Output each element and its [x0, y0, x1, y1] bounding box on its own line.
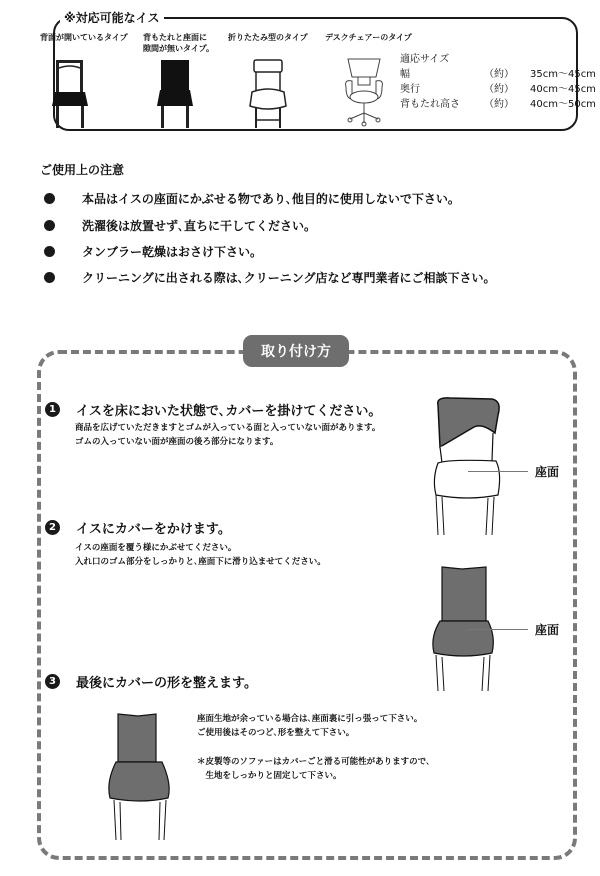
size-table-title: 適応サイズ: [400, 54, 450, 65]
solid-back-chair-icon: [155, 58, 195, 130]
step-3-heading: 3 最後にカバーの形を整えます。: [45, 672, 257, 691]
step-number-icon: 1: [45, 402, 60, 417]
chair-finished-cover-illustration: [106, 712, 178, 842]
open-back-chair-icon: [50, 58, 90, 130]
step-1-description: 商品を広げていただきますとゴムが入っている面と入っていない面があります。 ゴムの入っていない面が座面の後ろ部分になります。: [75, 423, 381, 447]
step-3-description: 座面生地が余っている場合は､座面裏に引っ張って下さい。 ご使用後はそのつど､形を整えて下さい。: [197, 714, 423, 738]
seat-label: 座面: [535, 623, 560, 637]
folding-chair-icon: [248, 58, 288, 130]
seat-label: 座面: [535, 465, 560, 479]
chair-back-cover-illustration: [430, 395, 505, 540]
chair-type-label: 折りたたみ型のタイプ: [228, 33, 308, 42]
step-number-icon: 2: [45, 520, 60, 535]
bullet-icon: [44, 193, 55, 204]
bullet-icon: [44, 272, 55, 283]
size-table: [400, 52, 596, 112]
installation-badge: 取り付け方: [243, 335, 349, 367]
step-3-caution: ＊皮製等のソファーはカバーごと滑る可能性がありますので､ 生地をしっかりと固定して下さい。: [197, 757, 431, 781]
chair-type-label: 背もたれと座面に 隙間が無いタイプ。: [143, 33, 214, 53]
step-1-heading: 1 イスを床においた状態で､カバーを掛けてください。: [45, 400, 381, 419]
bullet-icon: [44, 220, 55, 231]
notes-title: ご使用上の注意: [40, 163, 125, 177]
note-item: 本品はイスの座面にかぶせる物であり､他目的に使用しないで下さい。: [44, 190, 460, 207]
step-number-icon: 3: [45, 674, 60, 689]
note-item: 洗濯後は放置せず､直ちに干してください。: [44, 217, 316, 234]
note-item: クリーニングに出される際は､クリーニング店など専門業者にご相談下さい。: [44, 269, 496, 286]
size-row-back-height: 背もたれ高さ （約） 40cm〜50cm: [400, 99, 596, 110]
size-row-width: 幅 （約） 35cm〜45cm: [400, 69, 596, 80]
desk-chair-icon: [342, 55, 386, 127]
step-2-heading: 2 イスにカバーをかけます。: [45, 518, 231, 537]
compatible-title: ※対応可能なイス: [60, 9, 164, 26]
chair-type-label: 背面が開いているタイプ: [40, 33, 128, 42]
leader-line: [468, 629, 528, 630]
step-2-description: イスの座面を覆う様にかぶせてください。 入れ口のゴム部分をしっかりと､座面下に滑り込ませてください。: [75, 543, 326, 567]
leader-line: [468, 471, 528, 472]
chair-type-label: デスクチェアーのタイプ: [325, 33, 412, 42]
bullet-icon: [44, 246, 55, 257]
note-item: タンブラー乾燥はおさけ下さい。: [44, 243, 262, 260]
size-row-depth: 奥行 （約） 40cm〜45cm: [400, 84, 596, 95]
chair-seat-cover-illustration: [430, 565, 500, 695]
